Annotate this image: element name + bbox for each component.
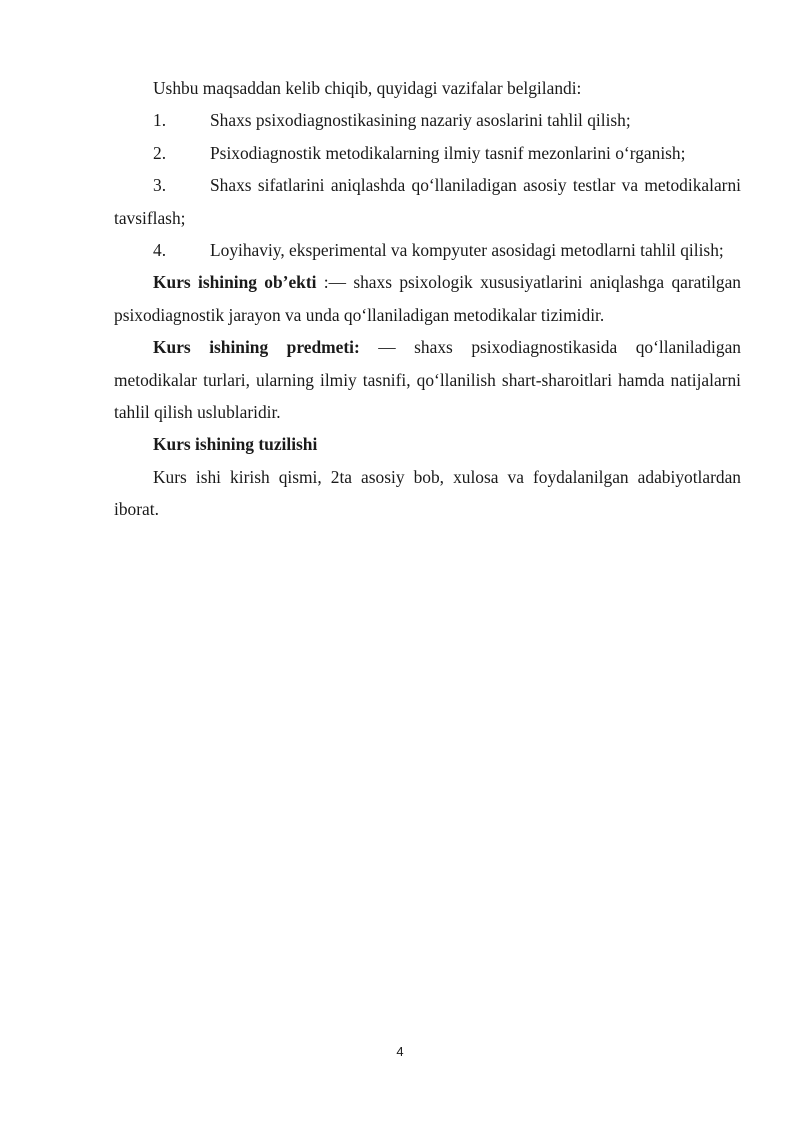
structure-heading: Kurs ishining tuzilishi [153,434,318,455]
task-item-1 [114,104,741,136]
task-item-2 [114,137,741,169]
subject-text: — shaxs psixodiagnostikasida qo‘llaniladigan metodikalar turlari, ularning ilmiy tasnifi, qo‘llanilish shart-sharoitlari hamda natijalarni tahlil qilish uslublaridir. [114,337,741,423]
object-text: :— shaxs psixologik xususiyatlarini aniqlashga qaratilgan psixodiagnostik jarayon va unda qo‘llaniladigan metodikalar tizimidir. [114,272,742,325]
task-number: 4. [153,240,167,261]
subject-label: Kurs ishining predmeti: [153,337,360,358]
structure-paragraph: Kurs ishi kirish qismi, 2ta asosiy bob, xulosa va foydalanilgan adabiyotlardan iborat. [114,466,741,520]
intro-paragraph: Ushbu maqsaddan kelib chiqib, quyidagi vazifalar belgilandi: [153,78,582,98]
task-number: 2. [153,142,167,163]
page-number: 4 [396,1044,404,1059]
task-number: 3. [153,175,167,196]
task-item-3 [114,169,741,234]
document-body [114,72,741,526]
task-text: Psixodiagnostik metodikalarning ilmiy tasnif mezonlarini o‘rganish; [210,142,686,163]
task-item-4 [114,234,741,266]
task-text: Shaxs psixodiagnostikasining nazariy asoslarini tahlil qilish; [210,110,631,131]
task-number: 1. [153,110,167,131]
object-label: Kurs ishining ob’ekti [153,272,317,293]
subject-paragraph [114,331,741,428]
task-text: Loyihaviy, eksperimental va kompyuter asosidagi metodlarni tahlil qilish; [210,240,724,261]
object-paragraph [114,266,741,331]
task-text: Shaxs sifatlarini aniqlashda qo‘llaniladigan asosiy testlar va metodikalarni tavsiflash; [114,175,741,228]
